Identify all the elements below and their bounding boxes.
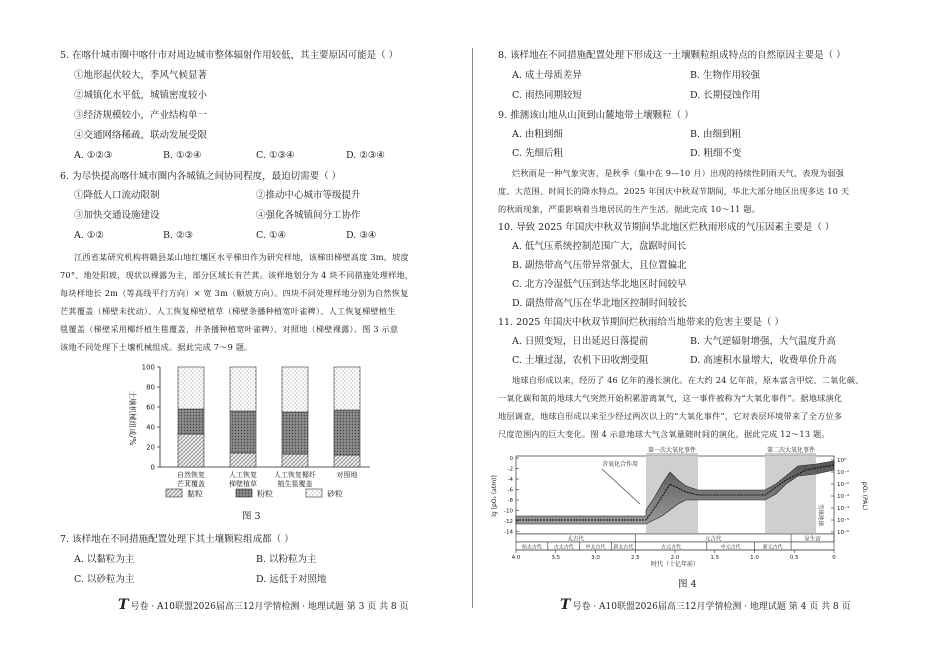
q7-stem: 7. 该样地在不同措施配置处理下其土壤颗粒组成都（ ） (60, 534, 294, 545)
figure3-ytick-label: 80 (146, 383, 155, 392)
q6-option-a[interactable]: A. ①② (74, 230, 104, 241)
legend-swatch-clay (166, 489, 182, 497)
figure3-bar-segment (282, 412, 308, 454)
q9-option-a[interactable]: A. 由粗到细 (512, 129, 563, 140)
brand-logo: T (118, 597, 129, 613)
q6-statement-2: ②推动中心城市等级提升 (256, 190, 361, 201)
q6-statement-4: ④强化各城镇间分工协作 (256, 210, 361, 221)
figure3-ytick-label: 40 (146, 423, 155, 432)
q6-option-c[interactable]: C. ①④ (256, 230, 287, 241)
q6-statement-1: ①降低人口流动限制 (74, 190, 160, 201)
event2-label: 第二次大氧化事件 (766, 447, 816, 454)
figure3-category-label: 人工恢复椰纤 (274, 471, 316, 479)
figure4-chart (486, 444, 868, 568)
figure3-bar-segment (230, 367, 256, 411)
figure3-bar-segment (282, 454, 308, 467)
figure3-bar-segment (178, 367, 204, 409)
figure4-left-tick-label: -6 (507, 487, 513, 494)
q8-option-b[interactable]: B. 生物作用较强 (690, 70, 761, 81)
passage-7-9-line4: 芒萁覆盖（梯壁未扰动）、人工恢复梯壁植草（梯壁条播种植宽叶雀稗）、人工恢复梯壁植生 (60, 306, 396, 316)
q7-option-a[interactable]: A. 以黏粒为主 (74, 554, 135, 565)
figure3-category-label: 对照地 (336, 471, 358, 479)
figure4-x-tick-label: 0 (832, 555, 836, 561)
legend-swatch-sand (306, 489, 322, 497)
q7-option-d[interactable]: D. 远低于对照地 (256, 574, 327, 585)
q10-option-b[interactable]: B. 副热带高气压带异常强大，且位置偏北 (512, 260, 687, 271)
q9-option-b[interactable]: B. 由细到粗 (690, 129, 742, 140)
q7-option-c[interactable]: C. 以砂粒为主 (74, 574, 135, 585)
figure3-ytick-label: 100 (141, 363, 155, 372)
q5-statement-2: ②城镇化水平低，城镇密度较小 (74, 90, 208, 101)
q10-option-d[interactable]: D. 副热带高气压在华北地区控制时间较长 (512, 298, 687, 309)
figure4-x-tick-label: 1.0 (750, 555, 759, 561)
figure4-caption: 图 4 (678, 579, 697, 590)
figure4-right-tick-label: 10⁻³ (837, 494, 850, 500)
passage-7-9-line6: 该地不同处理下土壤机械组成。据此完成 7～9 题。 (60, 342, 253, 352)
passage-12-13-line1: 地球自形成以来，经历了 46 亿年的漫长演化。在大约 24 亿年前，原本富含甲烷、二氧化碳、 (512, 375, 864, 385)
legend-label-sand: 砂粒 (327, 489, 343, 499)
figure3-ytick-label: 60 (146, 403, 155, 412)
figure3-category-label: 人工恢复 (229, 471, 257, 479)
figure4-era-label: 中元古代 (720, 544, 741, 551)
figure4-right-tick-label: 10⁻¹ (837, 470, 850, 476)
q5-option-c[interactable]: C. ①③④ (256, 150, 295, 161)
q5-statement-3: ③经济规模较小，产业结构单一 (74, 110, 208, 121)
passage-7-9-line1: 江西省某研究机构将赣县某山地红壤区水平梯田作为研究样地，该梯田梯壁高度 3m，坡度 (74, 252, 409, 262)
figure4-eon-label: 显生宙 (804, 536, 821, 543)
figure3-bar-segment (334, 455, 360, 467)
figure3-ylabel: 土壤机械组成/% (128, 390, 137, 446)
figure3-ytick-label: 0 (150, 463, 155, 472)
right-footer (560, 597, 851, 613)
q6-stem: 6. 为尽快提高喀什城市圈内各城镇之间协同程度，最迫切需要（ ） (60, 171, 342, 182)
q5-option-d[interactable]: D. ②③④ (346, 150, 385, 161)
q5-option-a[interactable]: A. ①②③ (74, 150, 113, 161)
figure3-bar-segment (178, 434, 204, 467)
left-axis-label: lg [pO₂ (atm)] (491, 475, 498, 517)
passage-10-11-line1: 烂秋雨是一种气象灾害，是秋季（集中在 9—10 月）出现的持续性阴雨天气，表现为弱强 (512, 168, 845, 178)
figure4-x-tick-label: 0.5 (789, 555, 799, 561)
figure3-category-label: 梯壁植草 (229, 480, 257, 488)
figure3-bar-segment (334, 367, 360, 410)
figure3-category-label: 植生毯覆盖 (277, 480, 313, 488)
figure3-bar-segment (230, 411, 256, 453)
figure3-chart (120, 360, 380, 500)
right-page (478, 0, 950, 654)
q7-option-b[interactable]: B. 以粉粒为主 (256, 554, 317, 565)
figure4-left-tick-label: 0 (509, 456, 513, 462)
q9-option-d[interactable]: D. 粗细不变 (690, 148, 742, 159)
q10-stem: 10. 导致 2025 年国庆中秋双节期间华北地区烂秋雨形成的气压因素主要是（ ） (498, 222, 835, 233)
figure4-right-tick-label: 10⁻⁵ (837, 518, 850, 524)
q8-option-a[interactable]: A. 成土母质差异 (512, 70, 582, 81)
brand-logo: T (560, 597, 571, 613)
figure4-x-tick-label: 3.5 (551, 555, 561, 561)
figure3-bar-segment (334, 410, 360, 455)
legend-swatch-silt (236, 489, 252, 497)
q9-stem: 9. 推测该山地从山顶到山麓地带土壤颗粒（ ） (498, 110, 694, 121)
figure4-era-label: 新元古代 (762, 544, 783, 551)
figure4-era-label: 中太古代 (585, 544, 606, 551)
figure4-eon-label: 太古代 (567, 536, 584, 543)
figure3-ytick-label: 20 (146, 443, 155, 452)
passage-10-11-line3: 的秋雨现象，严重影响着当地居民的生产生活。据此完成 10～11 题。 (498, 204, 761, 214)
passage-7-9-line3: 每块样地长 2m（等高线平行方向）× 宽 3m（顺坡方向）。四块不同处理样地分别为自然恢复 (60, 288, 409, 298)
figure4-right-tick-label: 10⁻⁴ (837, 506, 850, 512)
q10-option-a[interactable]: A. 低气压系统控制范围广大，盘踞时间长 (512, 241, 687, 252)
q8-option-d[interactable]: D. 长期侵蚀作用 (690, 90, 761, 101)
oxygen-origin-label: 含氧化合作用 (602, 461, 639, 468)
figure4-right-tick-label: 10⁻⁶ (837, 530, 850, 536)
left-page (0, 0, 470, 654)
q11-option-a[interactable]: A. 日照变短，日出延迟日落提前 (512, 336, 649, 347)
q10-option-c[interactable]: C. 北方冷湿低气压到达华北地区时间较早 (512, 279, 687, 290)
eon-row (516, 534, 834, 542)
q5-statement-1: ①地形起伏较大，季风气候显著 (74, 70, 208, 81)
event1-label: 第一次大氧化事件 (647, 447, 697, 454)
q6-option-d[interactable]: D. ③④ (346, 230, 377, 241)
figure4-x-tick-label: 2.0 (670, 555, 680, 561)
figure4-x-tick-label: 4.0 (511, 555, 521, 561)
q5-option-b[interactable]: B. ①②④ (163, 150, 202, 161)
right-axis-label: pO₂ (PAL) (861, 481, 868, 511)
passage-12-13-line4: 尺度范围内的巨大变化。图 4 示意地球大气含氧量随时间的演化。据此完成 12～13 题。 (498, 429, 830, 439)
figure3-ylabel-group (128, 391, 138, 446)
figure4-era-label: 始太古代 (521, 544, 542, 551)
figure4-era-label: 古元古代 (661, 544, 682, 551)
figure4-left-tick-label: -10 (504, 508, 513, 515)
q11-stem: 11. 2025 年国庆中秋双节期间烂秋雨给当地带来的危害主要是（ ） (498, 317, 784, 328)
figure3-caption: 图 3 (242, 511, 261, 522)
page-divider (472, 48, 473, 608)
figure3-bar-segment (282, 367, 308, 412)
q8-stem: 8. 该样地在不同措施配置处理下形成这一土壤颗粒组成特点的自然原因主要是（ ） (498, 50, 846, 61)
figure4-eon-label: 元古代 (704, 536, 722, 543)
q9-option-c[interactable]: C. 先细后粗 (512, 148, 563, 159)
figure4-left-tick-label: -14 (504, 529, 513, 536)
figure3-legend (160, 486, 380, 502)
figure4-left-tick-label: -8 (507, 498, 513, 504)
figure4-xlabel: 时代（十亿年前） (650, 561, 700, 568)
legend-label-silt: 粉粒 (257, 489, 273, 499)
figure4-left-tick-label: -12 (504, 519, 513, 525)
passage-7-9-line5: 毯覆盖（梯壁采用椰纤植生毯覆盖，并条播种植宽叶雀稗）、对照地（梯壁裸露）。图 3 示意 (60, 324, 399, 334)
q5-stem: 5. 在喀什城市圈中喀什市对周边城市整体辐射作用较低，其主要原因可能是（ ） (60, 50, 399, 61)
q11-option-c[interactable]: C. 土壤过湿，农机下田收割受阻 (512, 355, 649, 366)
figure4-left-tick-label: -2 (507, 466, 513, 473)
q11-option-b[interactable]: B. 大气逆辐射增强，大气温度升高 (690, 336, 837, 347)
left-footer (118, 597, 409, 613)
q11-option-d[interactable]: D. 高速积水量增大，收费单价升高 (690, 355, 837, 366)
q6-statement-3: ③加快交通设施建设 (74, 210, 160, 221)
figure4-era-label: 新太古代 (613, 544, 634, 551)
right-footer-text: 号卷 · A10联盟2026届高三12月学情检测 · 地理试题 第 4 页 共 8 页 (572, 602, 851, 612)
figure4-right-tick-label: 10⁻² (837, 482, 850, 488)
figure4-x-tick-label: 2.5 (630, 555, 640, 561)
q5-statement-4: ④交通网络稀疏，联动发展受限 (74, 130, 208, 141)
passage-7-9-line2: 70°、地处阳坡，现状以裸露为主，部分区域长有芒萁。该样地划分为 4 块不同措施处理样地， (60, 270, 414, 280)
left-footer-text: 号卷 · A10联盟2026届高三12月学情检测 · 地理试题 第 3 页 共 8 页 (130, 602, 409, 612)
figure4-left-tick-label: -4 (507, 477, 513, 483)
figure4-x-tick-label: 3.0 (591, 555, 600, 561)
passage-12-13-line2: 一氧化碳和氮的地球大气突然开始积累游离氧气，这一事件被称为“大氧化事件”。据地球演化 (498, 393, 843, 403)
q8-option-c[interactable]: C. 雨热同期较短 (512, 90, 582, 101)
figure4-right-tick-label: 10⁰ (837, 458, 847, 464)
figure3-bar-segment (230, 453, 256, 467)
figure3-bar-segment (178, 409, 204, 434)
snowball-label: 雪球地球 (817, 504, 823, 527)
figure3-category-label: 芒萁覆盖 (177, 480, 205, 488)
legend-label-clay: 黏粒 (187, 489, 203, 499)
q6-option-b[interactable]: B. ②③ (163, 230, 194, 241)
figure4-era-label: 古太古代 (553, 544, 574, 551)
figure4-x-tick-label: 1.5 (710, 555, 720, 561)
passage-12-13-line3: 地层调查，地球自形成以来至少经过两次以上的“大氧化事件”，它对表层环境带来了全方位多 (498, 411, 843, 421)
passage-10-11-line2: 度、大范围、时间长的降水特点。2025 年国庆中秋双节期间，华北大部分地区出现多达 10 天 (498, 186, 850, 196)
figure3-category-label: 自然恢复 (177, 471, 205, 479)
